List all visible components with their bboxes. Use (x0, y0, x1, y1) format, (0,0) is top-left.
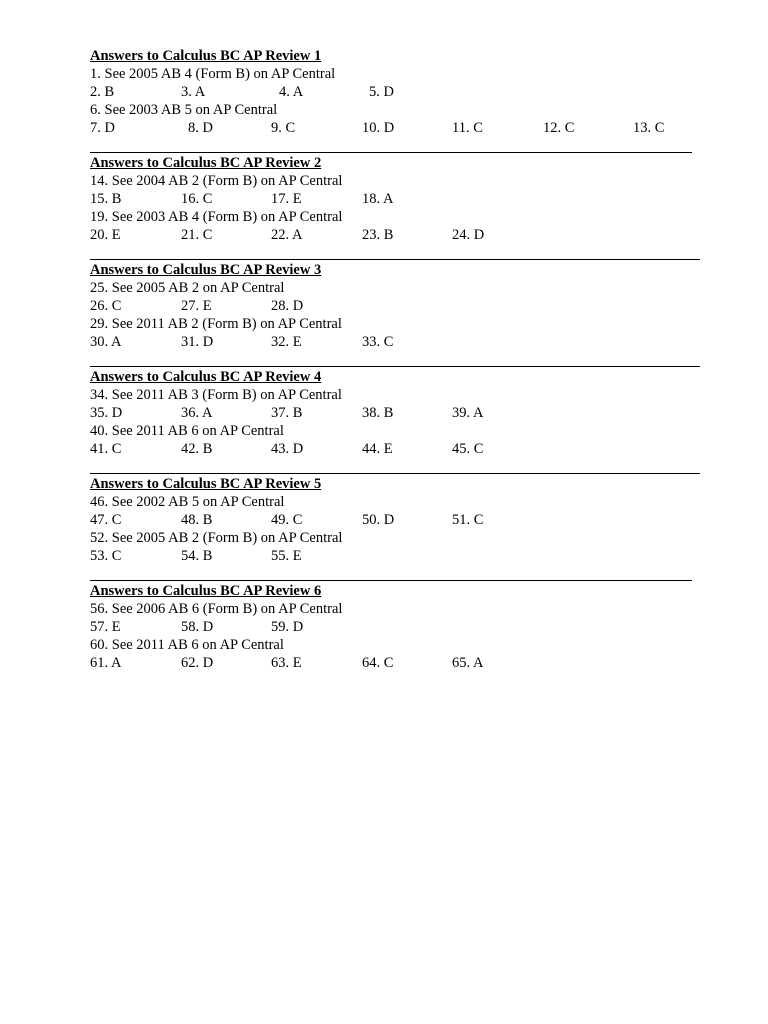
answer-item: 62. D (181, 655, 214, 671)
answer-item: 7. D (90, 120, 115, 136)
answer-item: 9. C (271, 120, 296, 136)
answer-item: 37. B (271, 405, 303, 421)
answer-item: 47. C (90, 512, 122, 528)
review-3-heading: Answers to Calculus BC AP Review 3 (90, 262, 322, 278)
answer-item: 16. C (181, 191, 213, 207)
answer-item: 53. C (90, 548, 122, 564)
section-divider (90, 580, 692, 581)
review-3-answers-2 (90, 333, 710, 351)
answer-item: 36. A (181, 405, 213, 421)
section-divider (90, 366, 700, 367)
answer-item: 45. C (452, 441, 484, 457)
review-2-answers-1 (90, 190, 710, 208)
answer-item: 31. D (181, 334, 214, 350)
review-4-answers-1 (90, 404, 710, 422)
answer-item: 22. A (271, 227, 303, 243)
answer-item: 61. A (90, 655, 122, 671)
review-3-answers-1 (90, 297, 710, 315)
answer-item: 20. E (90, 227, 121, 243)
answer-item: 38. B (362, 405, 394, 421)
answer-item: 51. C (452, 512, 484, 528)
answer-item: 5. D (369, 84, 394, 100)
review-2-note-1: 14. See 2004 AB 2 (Form B) on AP Central (90, 173, 343, 189)
review-2-heading: Answers to Calculus BC AP Review 2 (90, 155, 322, 171)
answer-item: 43. D (271, 441, 304, 457)
answer-item: 4. A (279, 84, 304, 100)
review-6-note-1: 56. See 2006 AB 6 (Form B) on AP Central (90, 601, 343, 617)
answer-item: 2. B (90, 84, 115, 100)
answer-item: 21. C (181, 227, 213, 243)
answer-item: 54. B (181, 548, 213, 564)
answer-item: 49. C (271, 512, 303, 528)
answer-item: 11. C (452, 120, 483, 136)
answer-item: 17. E (271, 191, 302, 207)
review-2-note-2: 19. See 2003 AB 4 (Form B) on AP Central (90, 209, 343, 225)
answer-item: 8. D (188, 120, 213, 136)
review-3-note-1: 25. See 2005 AB 2 on AP Central (90, 280, 285, 296)
answer-item: 48. B (181, 512, 213, 528)
review-6-answers-2 (90, 654, 710, 672)
answer-item: 30. A (90, 334, 122, 350)
answer-item: 64. C (362, 655, 394, 671)
review-6-note-2: 60. See 2011 AB 6 on AP Central (90, 637, 284, 653)
section-divider (90, 473, 700, 474)
answer-item: 23. B (362, 227, 394, 243)
answer-item: 39. A (452, 405, 484, 421)
answer-item: 18. A (362, 191, 394, 207)
review-2-answers-2 (90, 226, 710, 244)
answer-item: 28. D (271, 298, 304, 314)
answer-item: 59. D (271, 619, 304, 635)
review-4-heading: Answers to Calculus BC AP Review 4 (90, 369, 322, 385)
review-5-note-2: 52. See 2005 AB 2 (Form B) on AP Central (90, 530, 343, 546)
answer-item: 32. E (271, 334, 302, 350)
answer-item: 13. C (633, 120, 665, 136)
answer-item: 27. E (181, 298, 212, 314)
section-divider (90, 152, 692, 153)
answer-item: 15. B (90, 191, 122, 207)
answer-item: 3. A (181, 84, 206, 100)
review-5-answers-2 (90, 547, 710, 565)
answer-item: 65. A (452, 655, 484, 671)
review-1-note-1: 1. See 2005 AB 4 (Form B) on AP Central (90, 66, 336, 82)
review-3-note-2: 29. See 2011 AB 2 (Form B) on AP Central (90, 316, 342, 332)
answer-item: 24. D (452, 227, 485, 243)
review-1-note-2: 6. See 2003 AB 5 on AP Central (90, 102, 278, 118)
answer-item: 57. E (90, 619, 121, 635)
review-4-note-1: 34. See 2011 AB 3 (Form B) on AP Central (90, 387, 342, 403)
answer-item: 63. E (271, 655, 302, 671)
review-1-answers-2 (90, 119, 710, 137)
review-5-heading: Answers to Calculus BC AP Review 5 (90, 476, 322, 492)
review-1-answers-1 (90, 83, 710, 101)
answer-item: 55. E (271, 548, 302, 564)
answer-item: 42. B (181, 441, 213, 457)
answer-item: 41. C (90, 441, 122, 457)
answer-item: 26. C (90, 298, 122, 314)
review-5-answers-1 (90, 511, 710, 529)
review-6-heading: Answers to Calculus BC AP Review 6 (90, 583, 322, 599)
answer-item: 10. D (362, 120, 395, 136)
answer-item: 33. C (362, 334, 394, 350)
review-4-answers-2 (90, 440, 710, 458)
answer-item: 35. D (90, 405, 123, 421)
review-1-heading: Answers to Calculus BC AP Review 1 (90, 48, 322, 64)
review-4-note-2: 40. See 2011 AB 6 on AP Central (90, 423, 284, 439)
section-divider (90, 259, 700, 260)
answer-item: 58. D (181, 619, 214, 635)
review-5-note-1: 46. See 2002 AB 5 on AP Central (90, 494, 285, 510)
review-6-answers-1 (90, 618, 710, 636)
answer-item: 44. E (362, 441, 393, 457)
answer-item: 12. C (543, 120, 575, 136)
answer-item: 50. D (362, 512, 395, 528)
